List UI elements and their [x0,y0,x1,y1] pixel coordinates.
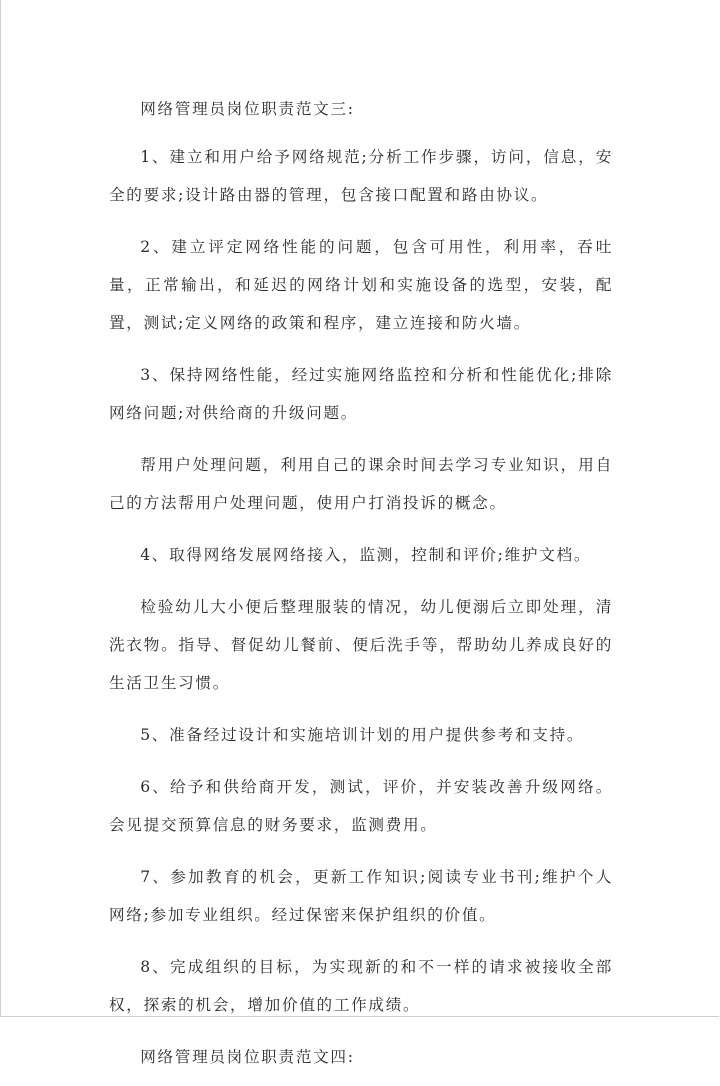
section-heading-4: 网络管理员岗位职责范文四: [140,1048,355,1066]
note-paragraph-user-help: 帮用户处理问题，利用自己的课余时间去学习专业知识，用自己的方法帮用户处理问题，使用户打消投诉的概念。 [109,456,613,512]
duty-item-3: 3、保持网络性能，经过实施网络监控和分析和性能优化;排除网络问题;对供给商的升级问题。 [109,366,613,422]
note-paragraph-child-care: 检验幼儿大小便后整理服装的情况，幼儿便溺后立即处理，清洗衣物。指导、督促幼儿餐前、便后洗手等，帮助幼儿养成良好的生活卫生习惯。 [109,598,613,692]
duty-item-7: 7、参加教育的机会，更新工作知识;阅读专业书刊;维护个人网络;参加专业组织。经过保密来保护组织的价值。 [109,868,613,924]
duty-item-5: 5、准备经过设计和实施培训计划的用户提供参考和支持。 [140,726,585,744]
duty-item-2: 2、建立评定网络性能的问题，包含可用性，利用率，吞吐量，正常输出，和延迟的网络计划和实施设备的选型，安装，配置，测试;定义网络的政策和程序，建立连接和防火墙。 [109,238,613,332]
duty-item-1: 1、建立和用户给予网络规范;分析工作步骤，访问，信息，安全的要求;设计路由器的管理，包含接口配置和路由协议。 [109,148,613,204]
duty-item-6: 6、给予和供给商开发，测试，评价，并安装改善升级网络。会见提交预算信息的财务要求，监测费用。 [109,778,613,834]
section-heading-3: 网络管理员岗位职责范文三: [140,100,355,118]
document-body [109,90,613,1086]
duty-item-4: 4、取得网络发展网络接入，监测，控制和评价;维护文档。 [140,546,592,564]
duty-item-8: 8、完成组织的目标，为实现新的和不一样的请求被接收全部权，探索的机会，增加价值的工作成绩。 [109,958,613,1014]
